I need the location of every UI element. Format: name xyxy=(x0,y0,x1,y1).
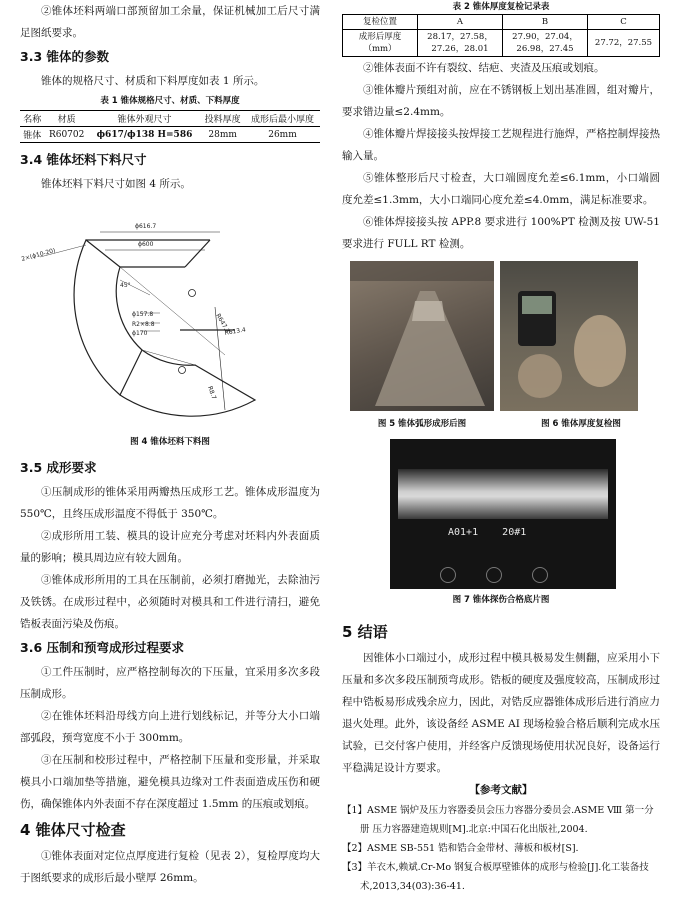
right-paragraph-4: ④锥体瓣片焊接接头按焊接工艺规程进行施焊，严格控制焊接热输入量。 xyxy=(342,128,660,162)
references-title: 【参考文献】 xyxy=(469,784,533,796)
figure-4-caption: 图 4 锥体坯料下料图 xyxy=(130,437,210,447)
section-3-5-paragraph-2: ②成形所用工装、模具的设计应充分考虑对坯料内外表面质量的影响；模具周边应有较大圆角。 xyxy=(20,530,320,564)
section-3-4-paragraph: 锥体坯料下料尺寸如图 4 所示。 xyxy=(41,178,191,190)
section-3-3-title: 3.3 锥体的参数 xyxy=(20,49,109,64)
section-4-paragraph-1: ①锥体表面对定位点厚度进行复检（见表 2），复检厚度均大于图纸要求的成形后最小壁厚 26mm。 xyxy=(20,850,320,884)
dim-r2x8: R2×8.8 xyxy=(132,321,155,328)
table-cell: 27.72，27.55 xyxy=(588,30,660,57)
table-2 xyxy=(342,14,660,57)
table-header: 投料厚度 xyxy=(200,111,245,127)
viewer-button-1 xyxy=(440,567,456,583)
figures-5-6-7 xyxy=(342,255,660,607)
right-paragraph-5: ⑤锥体整形后尺寸检查，大口端圆度允差≤6.1mm，小口端圆度允差≤1.3mm，大小口端同心度允差≤4.0mm，满足标准要求。 xyxy=(342,172,660,206)
figure-4 xyxy=(20,195,320,455)
table-header: 名称 xyxy=(20,111,45,127)
dim-r613: R613.4 xyxy=(224,326,247,337)
dim-phi600: ϕ600 xyxy=(138,241,154,248)
dim-phi170: ϕ170 xyxy=(132,330,148,337)
dim-phi616: ϕ616.7 xyxy=(135,223,157,230)
reference-item: 【1】ASME 锅炉及压力容器委员会压力容器分委员会.ASME Ⅷ 第一分册 压力容器建造规则[M].北京:中国石化出版社,2004. xyxy=(342,805,654,835)
table-header: 锥体外观尺寸 xyxy=(89,111,201,127)
section-3-6-paragraph-2: ②在锥体坯料沿母线方向上进行划线标记，并等分大小口端部弧段，预弯宽度不小于 300mm。 xyxy=(20,710,320,744)
intro-paragraph: ②锥体坯料两端口部预留加工余量，保证机械加工后尺寸满足图纸要求。 xyxy=(20,5,320,39)
viewer-button-3 xyxy=(532,567,548,583)
table-row-label: 成形后厚度（mm） xyxy=(343,30,418,57)
figure-7-caption: 图 7 锥体探伤合格底片图 xyxy=(452,595,550,605)
table-2-caption: 表 2 锥体厚度复检记录表 xyxy=(452,2,550,12)
section-3-6-paragraph-1: ①工件压制时，应严格控制每次的下压量，宜采用多次多段压制成形。 xyxy=(20,666,320,700)
thickness-gauge-illustration xyxy=(500,261,638,411)
section-3-6-paragraph-3: ③在压制和校形过程中，严格控制下压量和变形量，并采取模具小口端加垫等措施，避免模具边缘对工件表面造成压伤和硬伤，确保锥体内外表面不存在深度超过 1.5mm 的压痕或划痕。 xyxy=(20,754,320,810)
section-4-title: 4 锥体尺寸检查 xyxy=(20,821,126,839)
section-3-6-title: 3.6 压制和预弯成形过程要求 xyxy=(20,640,184,655)
dim-r87: R8.7 xyxy=(206,385,218,401)
section-3-5-paragraph-3: ③锥体成形所用的工具在压制前，必须打磨抛光，去除油污及铁锈。在成形过程中，必须随时对模具和工件进行清扫，避免锆板表面污染及伤痕。 xyxy=(20,574,320,630)
table-cell: 28.17，27.58，27.26，28.01 xyxy=(418,30,503,57)
reference-item: 【3】羊衣木,赖斌.Cr-Mo 钢复合板厚壁锥体的成形与检验[J].化工装备技术,2013,34(03):36-41. xyxy=(342,862,649,892)
film-marker-text: A01+1 20#1 xyxy=(448,527,527,538)
film-viewer-light xyxy=(398,469,608,519)
viewer-button-2 xyxy=(486,567,502,583)
section-3-5-paragraph-1: ①压制成形的锥体采用两瓣热压成形工艺。锥体成形温度为 550℃，且终压成形温度不得低于 350℃。 xyxy=(20,486,320,520)
figure-7-photo xyxy=(390,439,616,589)
right-paragraph-2: ②锥体表面不许有裂纹、结疤、夹渣及压痕或划痕。 xyxy=(363,62,605,74)
right-column xyxy=(342,0,660,896)
figure-5-photo xyxy=(350,261,494,411)
figure-5-caption: 图 5 锥体弧形成形后图 xyxy=(377,419,467,429)
section-3-5-title: 3.5 成形要求 xyxy=(20,460,97,475)
blank-layout-drawing xyxy=(20,195,320,455)
table-cell: ϕ617/ϕ138 H=586 xyxy=(96,129,193,140)
dim-r647: R647.7 xyxy=(214,312,232,335)
right-paragraph-3: ③锥体瓣片预组对前，应在不锈钢板上划出基准圆，组对瓣片，要求错边量≤2.4mm。 xyxy=(342,84,660,118)
table-header: A xyxy=(418,15,503,30)
dim-chamfer: 2×(ϕ10-20) xyxy=(20,247,57,263)
reference-item: 【2】ASME SB-551 锆和锆合金带材、薄板和板材[S]. xyxy=(342,843,579,854)
dim-angle: 45° xyxy=(120,282,131,289)
section-3-3-paragraph: 锥体的规格尺寸、材质和下料厚度如表 1 所示。 xyxy=(41,75,265,87)
table-1 xyxy=(20,110,320,143)
left-column xyxy=(20,0,320,889)
table-cell: R60702 xyxy=(48,129,85,140)
table-1-caption: 表 1 锥体规格尺寸、材质、下料厚度 xyxy=(100,96,240,106)
table-header: 复检位置 xyxy=(343,15,418,30)
table-header: C xyxy=(588,15,660,30)
right-paragraph-6: ⑥锥体焊接接头按 APP.8 要求进行 100%PT 检测及按 UW-51 要求进行 FULL RT 检测。 xyxy=(342,216,660,250)
cone-photo-illustration xyxy=(350,261,494,411)
table-cell: 26mm xyxy=(268,129,297,140)
table-cell: 27.90，27.04，26.98，27.45 xyxy=(503,30,588,57)
table-cell: 28mm xyxy=(208,129,237,140)
table-header: B xyxy=(503,15,588,30)
section-3-4-title: 3.4 锥体坯料下料尺寸 xyxy=(20,152,147,167)
dim-phi157: ϕ157.8 xyxy=(132,311,154,318)
figure-6-photo xyxy=(500,261,638,411)
section-5-title: 5 结语 xyxy=(342,623,388,641)
table-cell: 锥体 xyxy=(23,131,42,141)
table-header: 材质 xyxy=(45,111,89,127)
table-header: 成形后最小厚度 xyxy=(245,111,320,127)
section-5-paragraph: 因锥体小口端过小，成形过程中模具极易发生侧翻，应采用小下压量和多次多段压制预弯成形。锆板的硬度及强度较高，压制成形过程中锆板易形成残余应力，因此，对锆反应器锥体成形后进行消应力退火处理。此外，该设备经 ASME AI 现场检验合格后顺利完成水压试验，已交付客户使用，并经客户反馈现场使用状况良好，设备运行平稳满足设计方要求。 xyxy=(342,652,660,774)
figure-6-caption: 图 6 锥体厚度复检图 xyxy=(541,419,621,429)
